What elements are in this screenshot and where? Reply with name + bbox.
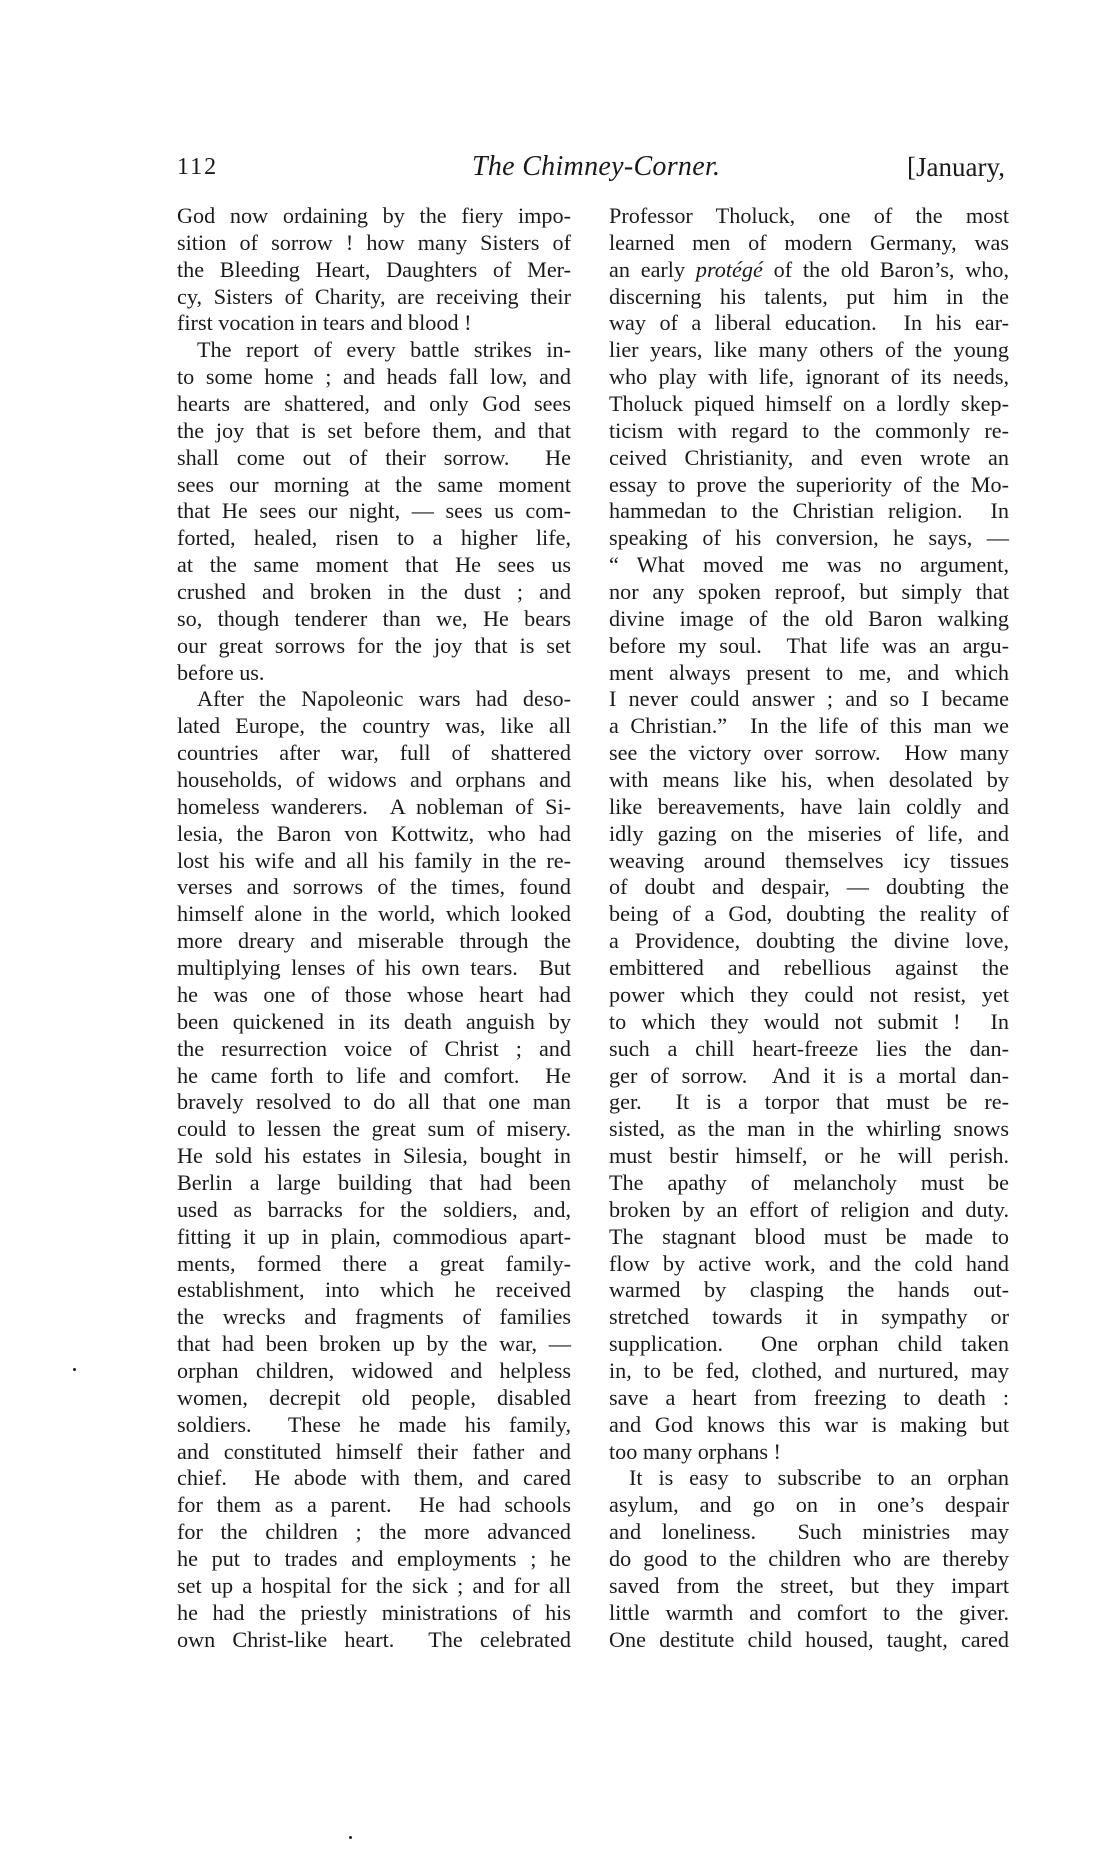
text-line: learned men of modern Germany, was [609, 229, 1009, 255]
text-column-left [177, 203, 571, 1653]
text-line: Tholuck piqued himself on a lordly skep- [609, 391, 1009, 417]
running-date: [January, [907, 152, 1005, 182]
page-number: 112 [177, 154, 219, 180]
italic-term: protégé [695, 256, 763, 282]
text-line: bravely resolved to do all that one man [177, 1089, 571, 1115]
text-line: been quickened in its death anguish by [177, 1008, 571, 1034]
text-line: I never could answer ; and so I became [609, 686, 1009, 712]
text-line: fitting it up in plain, commodious apart- [177, 1223, 571, 1249]
text-line: he had the priestly ministrations of his [177, 1599, 571, 1625]
text-line: a Providence, doubting the divine love, [609, 928, 1009, 954]
text-line: essay to prove the superiority of the Mo- [609, 471, 1009, 497]
text-line: ger of sorrow. And it is a mortal dan- [609, 1062, 1009, 1088]
text-line: lesia, the Baron von Kottwitz, who had [177, 820, 571, 846]
text-line: a Christian.” In the life of this man we [609, 713, 1009, 739]
text-line: the resurrection voice of Christ ; and [177, 1035, 571, 1061]
text-line: weaving around themselves icy tissues [609, 847, 1009, 873]
text-line: nor any spoken reproof, but simply that [609, 579, 1009, 605]
text-line: Professor Tholuck, one of the most [609, 203, 1009, 228]
text-line: and constituted himself their father and [177, 1438, 571, 1464]
text-line: before us. [177, 659, 265, 685]
text-line: saved from the street, but they impart [609, 1572, 1009, 1598]
text-line: for them as a parent. He had schools [177, 1492, 571, 1518]
text-line: to which they would not submit ! In [609, 1008, 1009, 1034]
print-speck [73, 1368, 76, 1371]
text-line: in, to be fed, clothed, and nurtured, may [609, 1357, 1009, 1383]
text-line: idly gazing on the miseries of life, and [609, 820, 1009, 846]
text-line: sees our morning at the same moment [177, 471, 571, 497]
text-line: embittered and rebellious against the [609, 955, 1009, 981]
text-line: cy, Sisters of Charity, are receiving their [177, 283, 571, 309]
text-line: he was one of those whose heart had [177, 981, 571, 1007]
text-line: too many orphans ! [609, 1438, 781, 1464]
text-line: and God knows this war is making but [609, 1411, 1009, 1437]
text-line: lated Europe, the country was, like all [177, 713, 571, 739]
text-line [609, 257, 1009, 284]
text-line: discerning his talents, put him in the [609, 283, 1009, 309]
text-line: first vocation in tears and blood ! [177, 310, 472, 336]
text-line: himself alone in the world, which looked [177, 901, 571, 927]
text-line: chief. He abode with them, and cared [177, 1465, 571, 1491]
text-line: he put to trades and employments ; he [177, 1545, 571, 1571]
text-column-right [609, 203, 1009, 1653]
text-line: One destitute child housed, taught, cared [609, 1626, 1009, 1652]
text-line: soldiers. These he made his family, [177, 1411, 571, 1437]
text-segment: of the old Baron’s, who, [762, 256, 1009, 282]
text-line: that He sees our night, — sees us com- [177, 498, 571, 524]
text-line: sisted, as the man in the whirling snows [609, 1116, 1009, 1142]
text-line: that had been broken up by the war, — [177, 1331, 571, 1357]
text-line: way of a liberal education. In his ear- [609, 310, 1009, 336]
text-line: ment always present to me, and which [609, 659, 1009, 685]
print-speck [349, 1836, 352, 1839]
text-line: do good to the children who are thereby [609, 1545, 1009, 1571]
text-line: homeless wanderers. A nobleman of Si- [177, 793, 571, 819]
text-line: power which they could not resist, yet [609, 981, 1009, 1007]
text-line: He sold his estates in Silesia, bought in [177, 1143, 571, 1169]
text-line: broken by an effort of religion and duty. [609, 1196, 1009, 1222]
text-line: so, though tenderer than we, He bears [177, 605, 571, 631]
text-line: ticism with regard to the commonly re- [609, 417, 1009, 443]
text-line: It is easy to subscribe to an orphan [629, 1465, 1009, 1491]
text-line: of doubt and despair, — doubting the [609, 874, 1009, 900]
text-line: more dreary and miserable through the [177, 928, 571, 954]
text-line: who play with life, ignorant of its needs, [609, 364, 1009, 390]
text-line: divine image of the old Baron walking [609, 605, 1009, 631]
text-line: save a heart from freezing to death : [609, 1384, 1009, 1410]
text-line: God now ordaining by the fiery impo- [177, 203, 571, 228]
text-line: lier years, like many others of the young [609, 337, 1009, 363]
text-line: must bestir himself, or he will perish. [609, 1143, 1009, 1169]
text-line: orphan children, widowed and helpless [177, 1357, 571, 1383]
text-line: at the same moment that He sees us [177, 552, 571, 578]
text-line: ments, formed there a great family- [177, 1250, 571, 1276]
text-line: “ What moved me was no argument, [609, 552, 1009, 578]
text-line: shall come out of their sorrow. He [177, 444, 571, 470]
text-line: set up a hospital for the sick ; and for all [177, 1572, 571, 1598]
text-line: countries after war, full of shattered [177, 740, 571, 766]
text-line: warmed by clasping the hands out- [609, 1277, 1009, 1303]
text-line: own Christ-like heart. The celebrated [177, 1626, 571, 1652]
text-segment: an early [609, 256, 696, 282]
text-line: stretched towards it in sympathy or [609, 1304, 1009, 1330]
text-line: with means like his, when desolated by [609, 767, 1009, 793]
text-line: speaking of his conversion, he says, — [609, 525, 1009, 551]
text-line: Berlin a large building that had been [177, 1169, 571, 1195]
text-line: ger. It is a torpor that must be re- [609, 1089, 1009, 1115]
text-line: before my soul. That life was an argu- [609, 632, 1009, 658]
text-line: women, decrepit old people, disabled [177, 1384, 571, 1410]
text-line: and loneliness. Such ministries may [609, 1519, 1009, 1545]
text-line: such a chill heart-freeze lies the dan- [609, 1035, 1009, 1061]
text-line: used as barracks for the soldiers, and, [177, 1196, 571, 1222]
text-line: to some home ; and heads fall low, and [177, 364, 571, 390]
text-line: for the children ; the more advanced [177, 1519, 571, 1545]
text-line: he came forth to life and comfort. He [177, 1062, 571, 1088]
text-line: sition of sorrow ! how many Sisters of [177, 229, 571, 255]
text-line: see the victory over sorrow. How many [609, 740, 1009, 766]
text-line: little warmth and comfort to the giver. [609, 1599, 1009, 1625]
text-line: flow by active work, and the cold hand [609, 1250, 1009, 1276]
text-line: our great sorrows for the joy that is set [177, 632, 571, 658]
text-line: The stagnant blood must be made to [609, 1223, 1009, 1249]
text-line: being of a God, doubting the reality of [609, 901, 1009, 927]
text-line: The report of every battle strikes in- [197, 337, 571, 363]
text-line: After the Napoleonic wars had deso- [197, 686, 571, 712]
running-title: The Chimney-Corner. [472, 151, 721, 182]
text-line: supplication. One orphan child taken [609, 1331, 1009, 1357]
running-head [0, 150, 1096, 184]
text-line: verses and sorrows of the times, found [177, 874, 571, 900]
text-line: establishment, into which he received [177, 1277, 571, 1303]
text-line: the joy that is set before them, and that [177, 417, 571, 443]
text-line: the Bleeding Heart, Daughters of Mer- [177, 256, 571, 282]
text-line: the wrecks and fragments of families [177, 1304, 571, 1330]
text-line: ceived Christianity, and even wrote an [609, 444, 1009, 470]
text-line: households, of widows and orphans and [177, 767, 571, 793]
text-line: crushed and broken in the dust ; and [177, 579, 571, 605]
text-line: asylum, and go on in one’s despair [609, 1492, 1009, 1518]
text-line: forted, healed, risen to a higher life, [177, 525, 571, 551]
text-line: lost his wife and all his family in the re- [177, 847, 571, 873]
text-line: like bereavements, have lain coldly and [609, 793, 1009, 819]
text-line: hammedan to the Christian religion. In [609, 498, 1009, 524]
text-line: could to lessen the great sum of misery. [177, 1116, 571, 1142]
text-line: multiplying lenses of his own tears. But [177, 955, 571, 981]
text-line: hearts are shattered, and only God sees [177, 391, 571, 417]
text-line: The apathy of melancholy must be [609, 1169, 1009, 1195]
